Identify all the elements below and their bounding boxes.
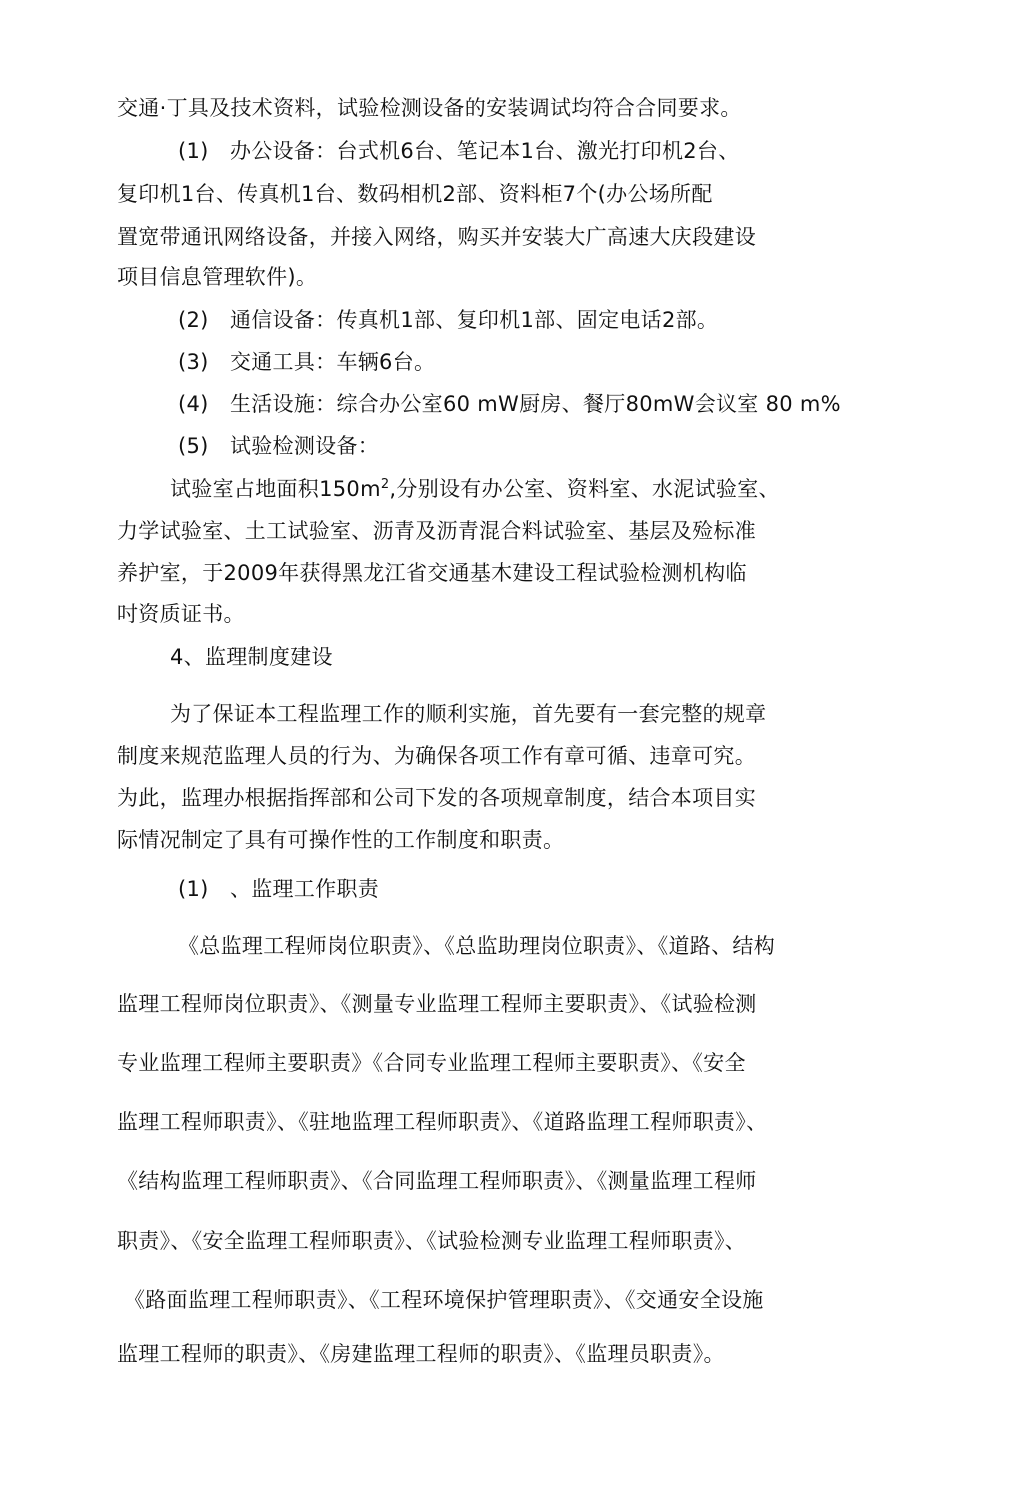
text-line: 项目信息管理软件)。 xyxy=(117,265,318,289)
text-line xyxy=(170,475,780,503)
text-line: (1) 办公设备：台式机6台、笔记本1台、激光打印机2台、 xyxy=(178,139,740,163)
section-heading: 4、监理制度建设 xyxy=(170,645,333,669)
duty-line: 《路面监理工程师职责》、《工程环境保护管理职责》、《交通安全设施 xyxy=(124,1288,764,1312)
text-line: 吋资质证书。 xyxy=(117,602,245,626)
duty-line: 监理工程师岗位职责》、《测量专业监理工程师主要职责》、《试验检测 xyxy=(117,992,757,1016)
duty-line: 专业监理工程师主要职责》《合同专业监理工程师主要职责》、《安全 xyxy=(117,1051,746,1075)
text-line: 置宽带通讯网络设备，并接入网络，购买并安装大广高速大庆段建设 xyxy=(117,225,756,249)
text-line: (5) 试验检测设备： xyxy=(178,434,380,458)
duty-line: 监理工程师职责》、《驻地监理工程师职责》、《道路监理工程师职责》、 xyxy=(117,1110,768,1134)
duty-line: 《结构监理工程师职责》、《合同监理工程师职责》、《测量监理工程师 xyxy=(117,1169,757,1193)
paragraph-line: 为了保证本工程监理工作的顺利实施，首先要有一套完整的规章 xyxy=(170,702,767,726)
text-line: (2) 通信设备：传真机1部、复印机1部、固定电话2部。 xyxy=(178,308,719,332)
duty-line: 监理工程师的职责》、《房建监理工程师的职责》、《监理员职责》。 xyxy=(117,1342,725,1366)
text-segment: 试验室占地面积150m xyxy=(170,477,381,501)
paragraph-line: 制度来规范监理人员的行为、为确保各项工作有章可循、违章可究。 xyxy=(117,744,756,768)
duty-line: 《总监理工程师岗位职责》、《总监助理岗位职责》、《道路、结构 xyxy=(178,934,775,958)
superscript: 2 xyxy=(380,477,390,492)
paragraph-line: 际情况制定了具有可操作性的工作制度和职责。 xyxy=(117,828,565,852)
duty-line: 职责》、《安全监理工程师职责》、《试验检测专业监理工程师职责》、 xyxy=(117,1229,747,1253)
paragraph-line: 为此，监理办根据指挥部和公司下发的各项规章制度，结合本项目实 xyxy=(117,786,756,810)
text-line: (4) 生活设施：综合办公室60 mW厨房、餐厅80mW会议室 80 m% xyxy=(178,392,841,416)
text-line: (3) 交通工具：车辆6台。 xyxy=(178,350,436,374)
subsection-heading: (1) 、监理工作职责 xyxy=(178,877,380,901)
text-line: 交通·丁具及技术资料，试验检测设备的安装调试均符合合同要求。 xyxy=(117,96,742,120)
text-line: 力学试验室、土工试验室、沥青及沥青混合料试验室、基层及殓标准 xyxy=(117,519,756,543)
text-segment: ,分别设有办公室、资料室、水泥试验室、 xyxy=(389,477,780,501)
text-line: 养护室，于2009年获得黑龙江省交通基木建设工程试验检测机构临 xyxy=(117,561,747,585)
text-line: 复印机1台、传真机1台、数码相机2部、资料柜7个(办公场所配 xyxy=(117,182,713,206)
